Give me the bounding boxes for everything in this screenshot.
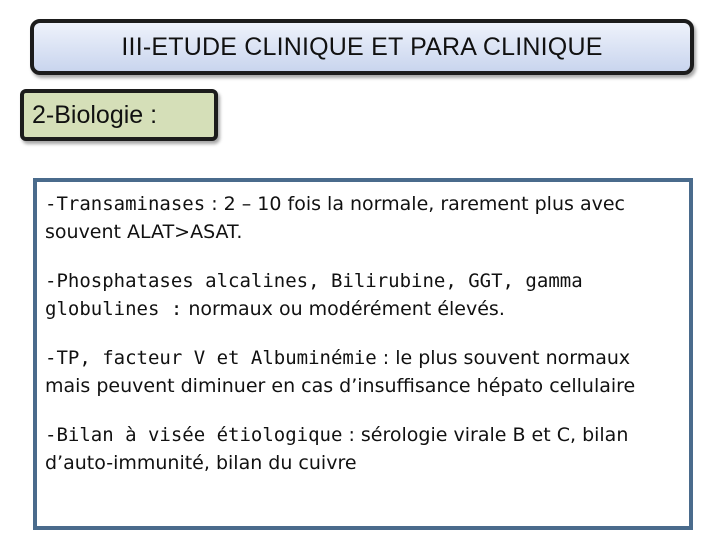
bullet-term: -TP, facteur V et Albuminémie [45, 347, 377, 369]
slide-title-box [30, 19, 694, 75]
bullet-desc: : le plus souvent normaux mais peuvent diminuer en cas d’insuffisance hépato cellulaire [45, 347, 636, 397]
bullet-phosphatases [45, 267, 681, 323]
content-box [33, 178, 693, 530]
bullet-term: -Phosphatases alcalines, Bilirubine, GGT, gamma globulines : [45, 270, 583, 320]
bullet-bilan [45, 421, 681, 477]
section-title: 2-Biologie : [32, 100, 158, 129]
bullet-term: -Transaminases [45, 193, 206, 215]
bullet-tp [45, 344, 681, 400]
bullet-desc: : sérologie virale B et C, bilan d’auto-immunité, bilan du cuivre [45, 424, 629, 474]
bullet-desc: normaux ou modérément élevés. [182, 298, 505, 320]
slide-title: III-ETUDE CLINIQUE ET PARA CLINIQUE [121, 32, 603, 61]
bullet-transaminases [45, 190, 681, 246]
bullet-desc: : 2 – 10 fois la normale, rarement plus avec souvent ALAT>ASAT. [45, 193, 625, 243]
bullet-term: -Bilan à visée étiologique [45, 424, 343, 446]
section-title-box [20, 89, 218, 141]
